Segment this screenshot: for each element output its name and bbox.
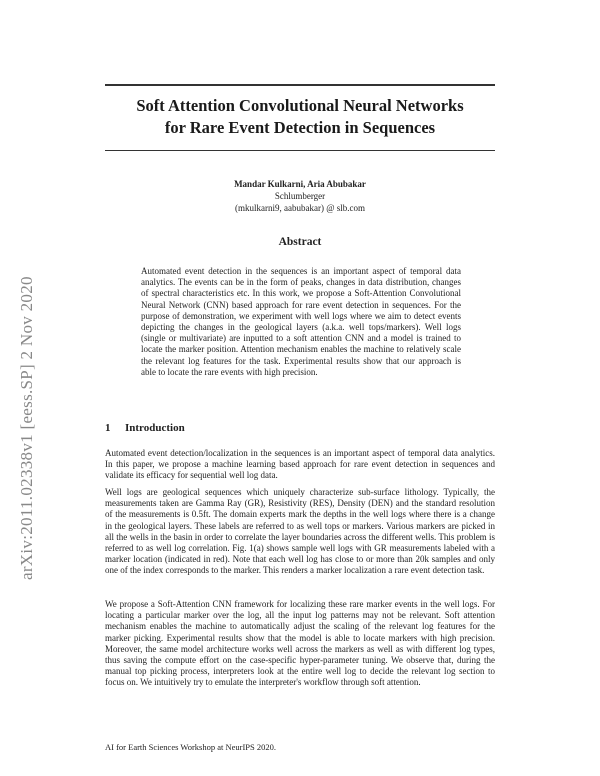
title-rule-bottom bbox=[105, 150, 495, 151]
title-line-1: Soft Attention Convolutional Neural Networks bbox=[136, 96, 464, 115]
section-heading-introduction bbox=[105, 422, 185, 434]
section-number: 1 bbox=[105, 422, 111, 434]
abstract-heading: Abstract bbox=[278, 236, 322, 248]
author-affiliation: Schlumberger bbox=[274, 191, 326, 201]
abstract-text: Automated event detection in the sequences is an important aspect of temporal data analytics. The events can be in the form of peaks, changes in data distribution, changes of spectral characteristics etc. In this work, we propose a Soft-Attention Convolutional Neural Network (CNN) based approach for rare event detection in sequences. For the purpose of demonstration, we experiment with well logs where we aim to detect events depicting the changes in the geological layers (a.k.a. well tops/markers). Well logs (single or multivariate) are inputted to a soft attention CNN and a model is trained to locate the marker position. Attention mechanism enables the machine to relatively scale the relevant log features for the task. Experimental results show that our approach is able to locate the rare events with high precision. bbox=[141, 266, 461, 377]
intro-paragraph-2: Well logs are geological sequences which uniquely characterize sub-surface lithology. Typically, the measurements taken are Gamma Ray (GR), Resistivity (RES), Density (DEN) and the standard resolution of the measurements is 0.5ft. The domain experts mark the depths in the well logs where there is a change in the geological layers. These labels are referred to as well tops or markers. Various markers are picked in all the wells in the basin in order to correlate the layer boundaries across the different wells. This problem is referred to as well log correlation. Fig. 1(a) shows sample well logs with GR measurements labeled with a marker location (indicated in red). Note that each well log has close to or more than 20k samples and only one of the index corresponds to the marker. This renders a marker localization a rare event detection task. bbox=[105, 487, 495, 576]
section-title: Introduction bbox=[125, 422, 185, 434]
title-line-2: for Rare Event Detection in Sequences bbox=[164, 118, 436, 137]
author-email: (mkulkarni9, aabubakar) @ slb.com bbox=[235, 203, 365, 213]
intro-paragraph-1: Automated event detection/localization in the sequences is an important aspect of temporal data analytics. In this paper, we propose a machine learning based approach for rare event detection in sequences and validate its efficacy for sequential well log data. bbox=[105, 448, 495, 481]
author-block bbox=[105, 178, 495, 214]
arxiv-stamp: arXiv:2011.02338v1 [eess.SP] 2 Nov 2020 bbox=[17, 276, 36, 580]
paper-title bbox=[105, 95, 495, 139]
author-names: Mandar Kulkarni, Aria Abubakar bbox=[234, 179, 366, 189]
workshop-footnote: AI for Earth Sciences Workshop at NeurIPS 2020. bbox=[105, 742, 277, 752]
intro-paragraph-3: We propose a Soft-Attention CNN framework for localizing these rare marker events in the well logs. For locating a particular marker over the log, all the input log patterns may not be relevant. Soft attention mechanism enables the machine to automatically adjust the scaling of the relevant log features for the marker picking. Experimental results show that the model is able to locate markers with high precision. Moreover, the same model architecture works well across the markers as well as with different log types, thus saving the compute effort on the case-specific hyper-parameter tuning. We observe that, during the manual top picking process, interpreters look at the entire well log to decide the relevant log section to focus on. We intuitively try to emulate the interpreter's workflow through soft attention. bbox=[105, 599, 495, 688]
title-rule-top bbox=[105, 84, 495, 86]
